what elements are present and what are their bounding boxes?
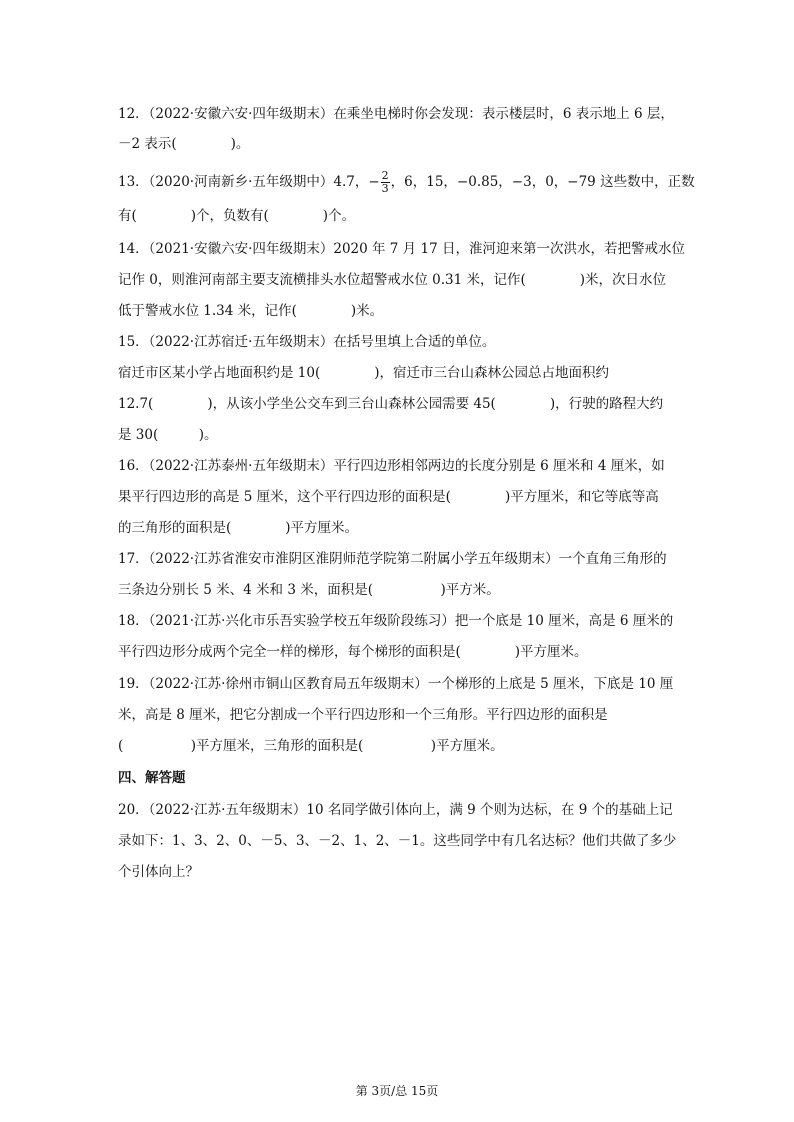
q17-line2: 三条边分别长 5 米、4 米和 3 米，面积是( )平方米。: [118, 582, 500, 598]
q17-line1: 17．（2022·江苏省淮安市淮阴区淮阴师范学院第二附属小学五年级期末）一个直角三角形的: [118, 551, 667, 567]
q20-line3: 个引体向上？: [118, 864, 199, 880]
q13-suffix: ，6，15，−0.85，−3，0，−79 这些数中，正数: [390, 174, 695, 190]
q16-line2: 果平行四边形的高是 5 厘米，这个平行四边形的面积是( )平方厘米，和它等底等高: [118, 489, 659, 505]
page-number-footer: 第 3页/总 15页: [355, 1084, 439, 1098]
section-title-answer-questions: 四、解答题: [118, 770, 186, 786]
q14-line2: 记作 0，则淮河南部主要支流横排头水位超警戒水位 0.31 米，记作( )米，次日水位: [118, 272, 667, 288]
q15-line2: 宿迁市区某小学占地面积约是 10( )，宿迁市三台山森林公园总占地面积约: [118, 365, 610, 381]
q19-line1: 19．（2022·江苏·徐州市铜山区教育局五年级期末）一个梯形的上底是 5 厘米，下底是 10 厘: [118, 676, 674, 692]
q20-line1: 20．（2022·江苏·五年级期末）10 名同学做引体向上，满 9 个则为达标，在 9 个的基础上记: [118, 802, 673, 818]
q13-prefix: 13．（2020·河南新乡·五年级期中）4.7，: [118, 174, 369, 190]
q18-line1: 18．（2021·江苏·兴化市乐吾实验学校五年级阶段练习）把一个底是 10 厘米，高是 6 厘米的: [118, 613, 674, 629]
q13-fraction: [381, 170, 390, 195]
q15-line3: 12.7( )，从该小学坐公交车到三台山森林公园需要 45( )，行驶的路程大约: [118, 396, 664, 412]
q12-line1: 12．（2022·安徽六安·四年级期末）在乘坐电梯时你会发现：表示楼层时，6 表示地上 6 层，: [118, 106, 674, 122]
q19-line2: 米，高是 8 厘米，把它分割成一个平行四边形和一个三角形。平行四边形的面积是: [118, 707, 608, 723]
q15-line4: 是 30( )。: [118, 427, 218, 443]
q15-line1: 15．（2022·江苏宿迁·五年级期末）在括号里填上合适的单位。: [118, 334, 496, 350]
q18-line2: 平行四边形分成两个完全一样的梯形，每个梯形的面积是( )平方厘米。: [118, 644, 588, 660]
q13-frac-denominator: 3: [381, 182, 389, 195]
q16-line3: 的三角形的面积是( )平方厘米。: [118, 520, 359, 536]
q13-line1: [118, 170, 694, 195]
q13-frac-numerator: 2: [381, 169, 389, 182]
q14-line1: 14．（2021·安徽六安·四年级期末）2020 年 7 月 17 日，淮河迎来第一次洪水，若把警戒水位: [118, 241, 685, 257]
q12-line2: －2 表示( )。: [118, 136, 250, 152]
q13-line2: 有( )个，负数有( )个。: [118, 208, 356, 224]
q20-line2: 录如下：1、3、2、0、－5、3、－2、1、2、－1。这些同学中有几名达标？他们共做了多少: [118, 833, 677, 849]
q16-line1: 16．（2022·江苏泰州·五年级期末）平行四边形相邻两边的长度分别是 6 厘米和 4 厘米，如: [118, 458, 665, 474]
q13-neg-sign: −: [368, 174, 380, 190]
q14-line3: 低于警戒水位 1.34 米，记作( )米。: [118, 303, 384, 319]
q19-line3: ( )平方厘米，三角形的面积是( )平方厘米。: [118, 738, 504, 754]
